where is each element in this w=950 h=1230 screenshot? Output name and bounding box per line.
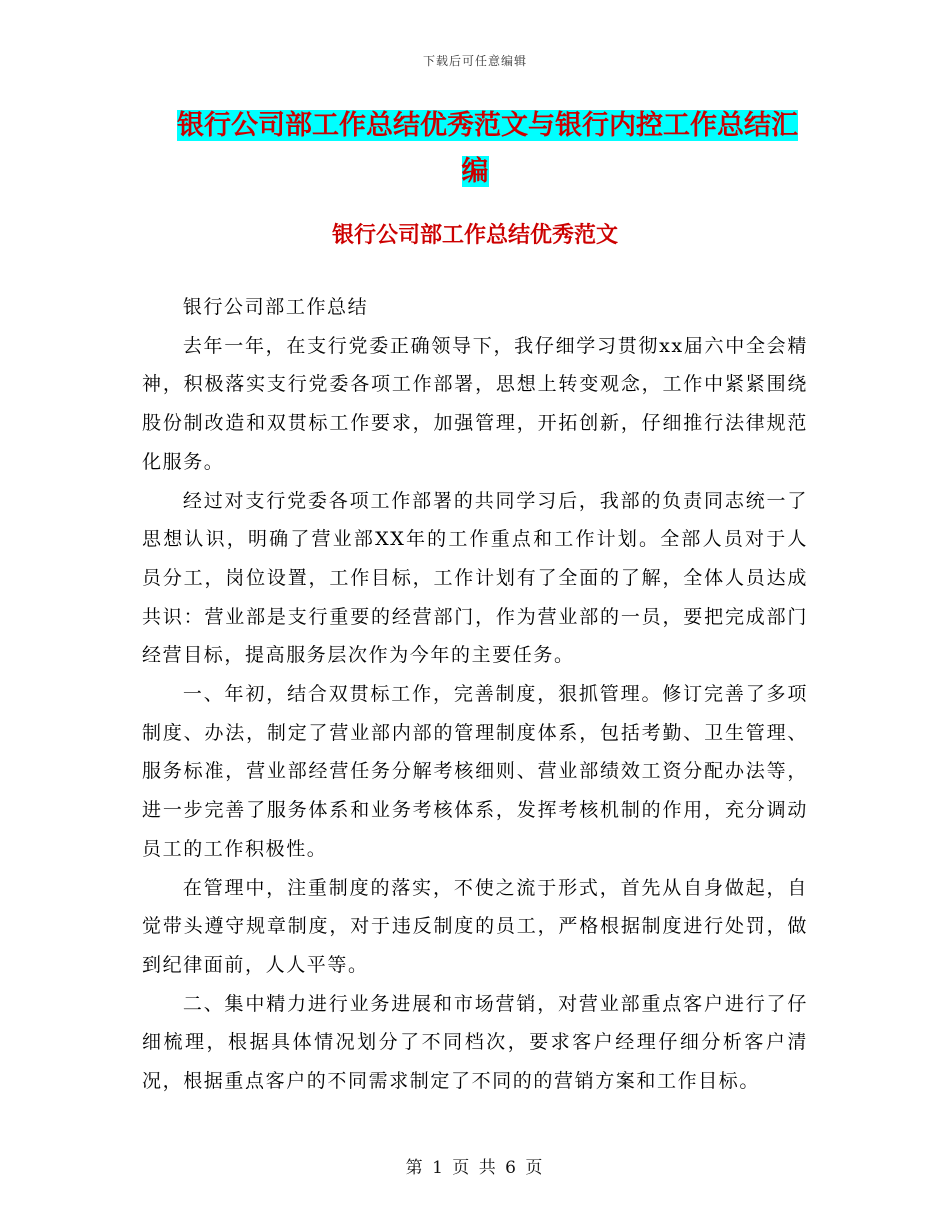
paragraph: 去年一年，在支行党委正确领导下，我仔细学习贯彻xx届六中全会精神，积极落实支行党委各项工作部署，思想上转变观念，工作中紧紧围绕股份制改造和双贯标工作要求，加强管理，开拓创新，仔细推行法律规范化服务。 bbox=[142, 334, 808, 473]
paragraph-heading: 银行公司部工作总结 bbox=[182, 296, 369, 318]
paragraph: 一、年初，结合双贯标工作，完善制度，狠抓管理。修订完善了多项制度、办法，制定了营业部内部的管理制度体系，包括考勤、卫生管理、服务标准，营业部经营任务分解考核细则、营业部绩效工资分配办法等，进一步完善了服务体系和业务考核体系，发挥考核机制的作用，充分调动员工的工作积极性。 bbox=[142, 683, 808, 860]
page-footer: 第 1 页 共 6 页 bbox=[405, 1158, 545, 1178]
document-title-line-1 bbox=[0, 104, 950, 148]
title-highlight-2: 编 bbox=[461, 156, 489, 187]
paragraph: 经过对支行党委各项工作部署的共同学习后，我部的负责同志统一了思想认识，明确了营业部XX年的工作重点和工作计划。全部人员对于人员分工，岗位设置，工作目标，工作计划有了全面的了解，全体人员达成共识：营业部是支行重要的经营部门，作为营业部的一员，要把完成部门经营目标，提高服务层次作为今年的主要任务。 bbox=[142, 489, 808, 667]
section-title: 银行公司部工作总结优秀范文 bbox=[331, 223, 618, 248]
document-title bbox=[0, 104, 950, 194]
title-highlight-1: 银行公司部工作总结优秀范文与银行内控工作总结汇 bbox=[177, 110, 798, 141]
paragraph: 在管理中，注重制度的落实，不使之流于形式，首先从自身做起，自觉带头遵守规章制度，对于违反制度的员工，严格根据制度进行处罚，做到纪律面前，人人平等。 bbox=[142, 876, 808, 976]
document-title-line-2 bbox=[0, 150, 950, 194]
document-body bbox=[142, 288, 808, 1101]
paragraph: 二、集中精力进行业务进展和市场营销，对营业部重点客户进行了仔细梳理，根据具体情况划分了不同档次，要求客户经理仔细分析客户清况，根据重点客户的不同需求制定了不同的的营销方案和工作目标。 bbox=[142, 992, 808, 1093]
header-note: 下载后可任意编辑 bbox=[422, 54, 527, 68]
